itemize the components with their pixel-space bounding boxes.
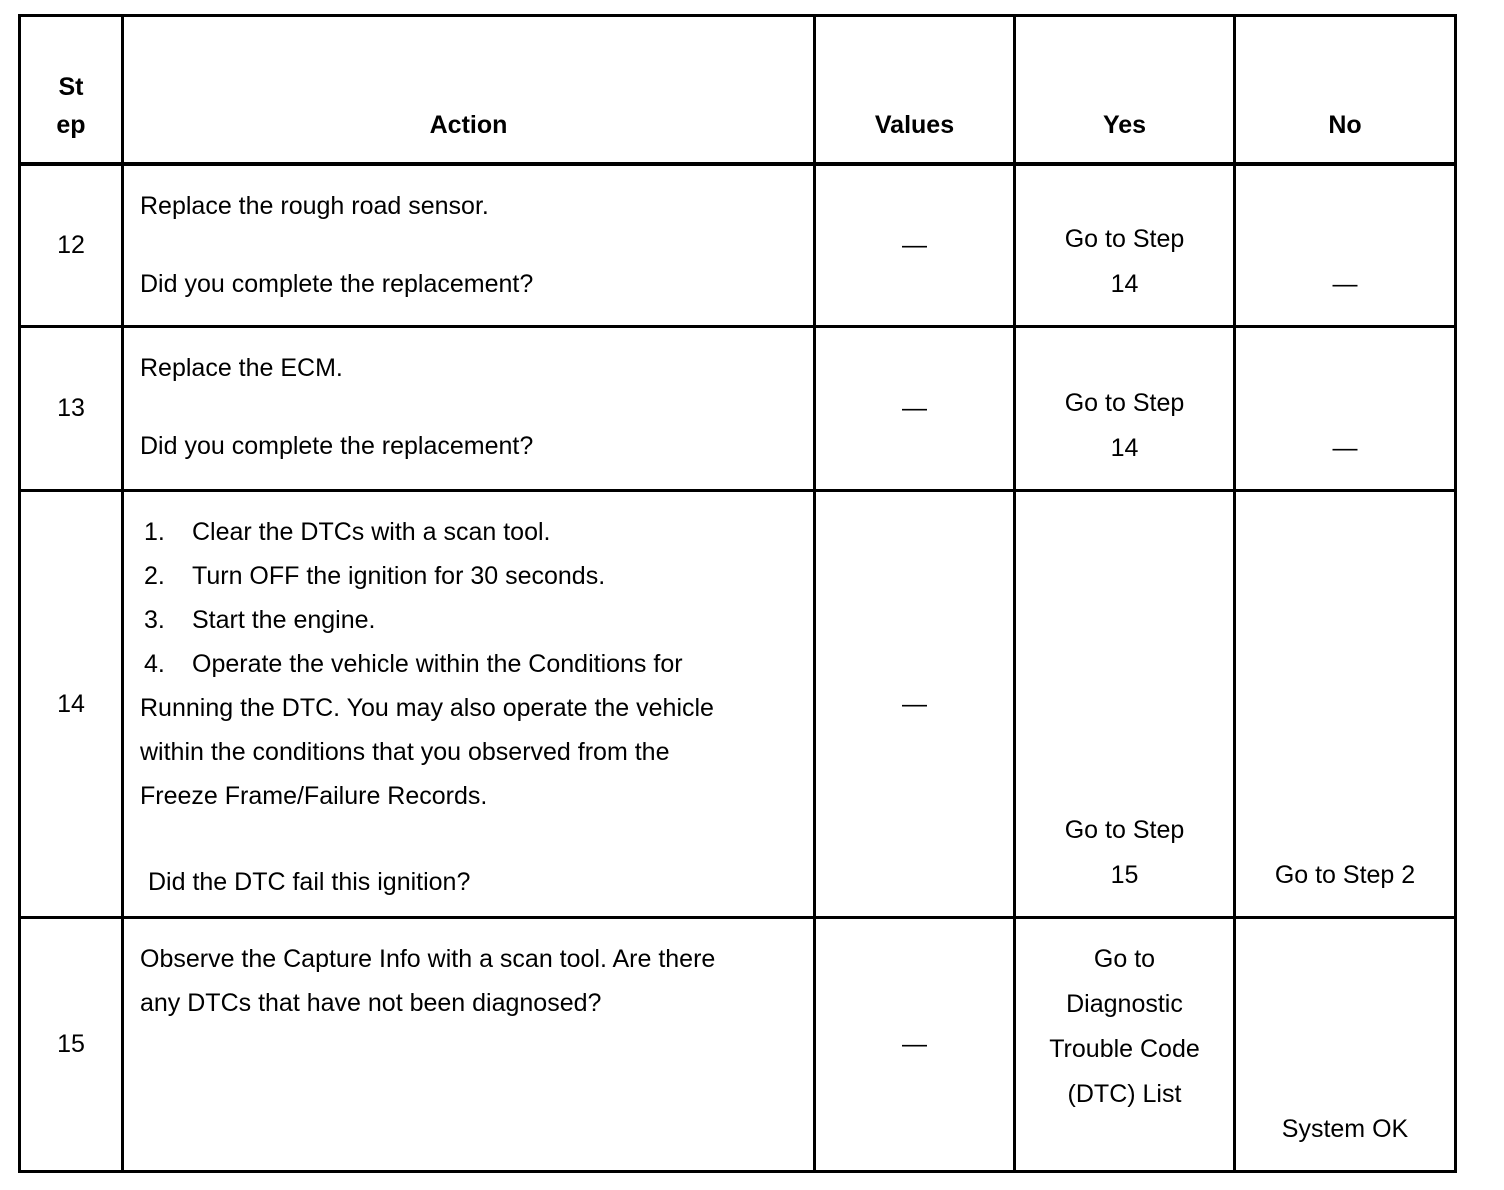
- yes-cell: [1015, 491, 1235, 918]
- list-item-text: Turn OFF the ignition for 30 seconds.: [192, 562, 606, 590]
- diagnostic-table: [18, 14, 1457, 1173]
- table-row: [20, 491, 1456, 918]
- yes-text: Go to Step 15: [1064, 816, 1185, 889]
- no-cell: Go to Step 2: [1235, 491, 1456, 918]
- list-item-text: Start the engine.: [192, 606, 376, 634]
- header-yes: Yes: [1015, 16, 1235, 164]
- no-cell: System OK: [1235, 918, 1456, 1172]
- yes-text: Go to Step 14: [1064, 225, 1185, 298]
- yes-text: Go to Diagnostic Trouble Code (DTC) List: [1049, 945, 1200, 1108]
- list-item-number: 2.: [144, 562, 165, 590]
- action-text: Observe the Capture Info with a scan tool. Are there any DTCs that have not been diagnosed?: [140, 945, 716, 1017]
- header-row: [20, 16, 1456, 164]
- table-row: [20, 327, 1456, 491]
- header-action: Action: [123, 16, 815, 164]
- values-cell: —: [815, 491, 1015, 918]
- step-number: 14: [20, 491, 123, 918]
- table-row: [20, 164, 1456, 327]
- list-item-number: 4.: [144, 650, 165, 678]
- list-item-number: 1.: [144, 518, 165, 546]
- action-text: Replace the rough road sensor.: [140, 191, 489, 220]
- header-step-label: St ep: [56, 72, 86, 139]
- yes-cell: [1015, 164, 1235, 327]
- list-item: [140, 510, 797, 554]
- header-no: No: [1235, 16, 1456, 164]
- list-item: [140, 598, 797, 642]
- no-cell: —: [1235, 327, 1456, 491]
- yes-text: Go to Step 14: [1064, 389, 1185, 462]
- action-text: Replace the ECM.: [140, 354, 343, 382]
- action-cell: [123, 918, 815, 1172]
- list-item-number: 3.: [144, 606, 165, 634]
- step-number: 15: [20, 918, 123, 1172]
- header-values: Values: [815, 16, 1015, 164]
- yes-cell: [1015, 327, 1235, 491]
- list-item: [140, 554, 797, 598]
- action-cell: [123, 327, 815, 491]
- action-cell: [123, 164, 815, 327]
- step-number: 13: [20, 327, 123, 491]
- action-cell: [123, 491, 815, 918]
- no-cell: —: [1235, 164, 1456, 327]
- list-item: [140, 642, 740, 818]
- header-step: [20, 16, 123, 164]
- step-number: 12: [20, 164, 123, 327]
- action-question: Did you complete the replacement?: [140, 432, 534, 460]
- values-cell: —: [815, 164, 1015, 327]
- yes-cell: [1015, 918, 1235, 1172]
- table-row: [20, 918, 1456, 1172]
- list-item-text: Operate the vehicle within the Conditions for Running the DTC. You may also operate the vehicle within the conditions that you observed from the Freeze Frame/Failure Records.: [140, 650, 714, 810]
- list-item-text: Clear the DTCs with a scan tool.: [192, 518, 551, 546]
- values-cell: —: [815, 918, 1015, 1172]
- action-question: Did the DTC fail this ignition?: [148, 868, 471, 896]
- values-cell: —: [815, 327, 1015, 491]
- action-question: Did you complete the replacement?: [140, 269, 534, 298]
- procedure-list: [140, 510, 797, 818]
